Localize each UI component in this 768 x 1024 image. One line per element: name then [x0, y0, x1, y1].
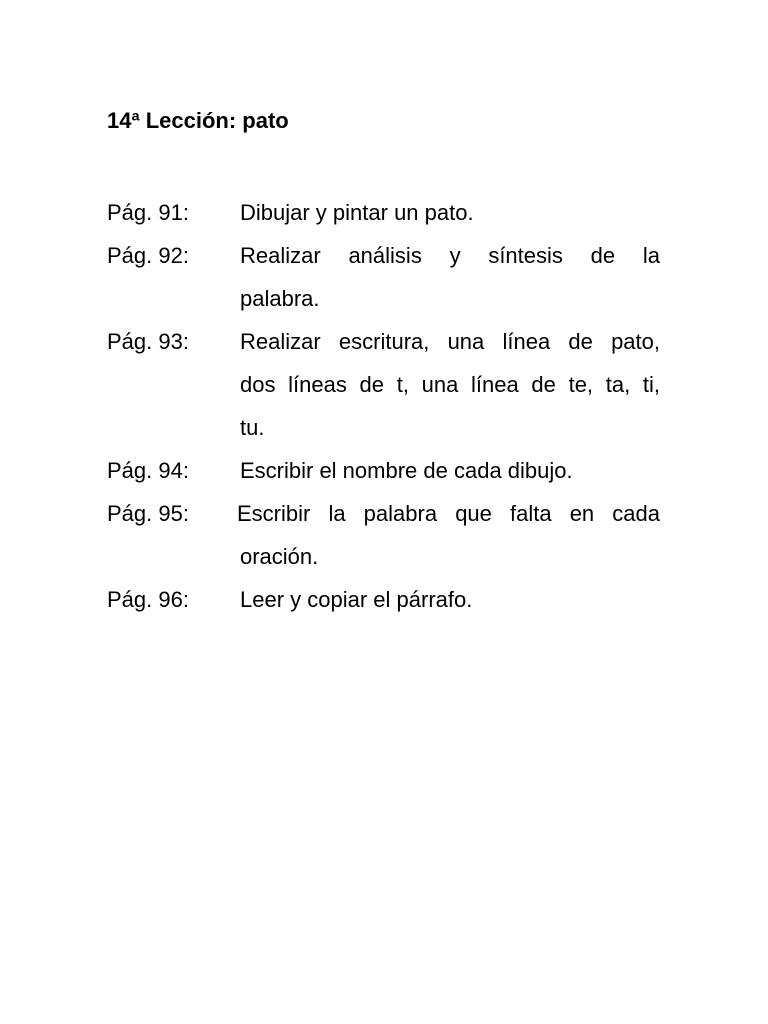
task-description	[240, 191, 660, 234]
list-item	[107, 492, 660, 578]
page-task-list	[107, 191, 660, 621]
task-line: oración.	[240, 544, 319, 569]
list-item	[107, 320, 660, 449]
task-line: Realizar análisis y síntesis de la	[240, 243, 660, 268]
task-description	[240, 449, 660, 492]
task-line: Realizar escritura, una línea de pato,	[240, 329, 660, 354]
list-item	[107, 578, 660, 621]
task-description	[240, 578, 660, 621]
page-number-label: Pág. 95:	[107, 501, 189, 526]
page-number-label: Pág. 96:	[107, 587, 189, 612]
task-description	[237, 492, 660, 578]
list-item	[107, 191, 660, 234]
task-line: dos líneas de t, una línea de te, ta, ti,	[240, 372, 660, 397]
task-line: Escribir la palabra que falta en cada	[237, 501, 660, 526]
page-number-label: Pág. 94:	[107, 458, 189, 483]
task-line: Escribir el nombre de cada dibujo.	[240, 458, 573, 483]
task-line: Leer y copiar el párrafo.	[240, 587, 473, 612]
page-number-label: Pág. 93:	[107, 329, 189, 354]
list-item	[107, 234, 660, 320]
list-item	[107, 449, 660, 492]
task-description	[240, 234, 660, 320]
task-line: tu.	[240, 415, 265, 440]
task-line: palabra.	[240, 286, 320, 311]
task-description	[240, 320, 660, 449]
task-line: Dibujar y pintar un pato.	[240, 200, 474, 225]
page-number-label: Pág. 91:	[107, 200, 189, 225]
lesson-title: 14ª Lección: pato	[107, 108, 289, 133]
page-number-label: Pág. 92:	[107, 243, 189, 268]
